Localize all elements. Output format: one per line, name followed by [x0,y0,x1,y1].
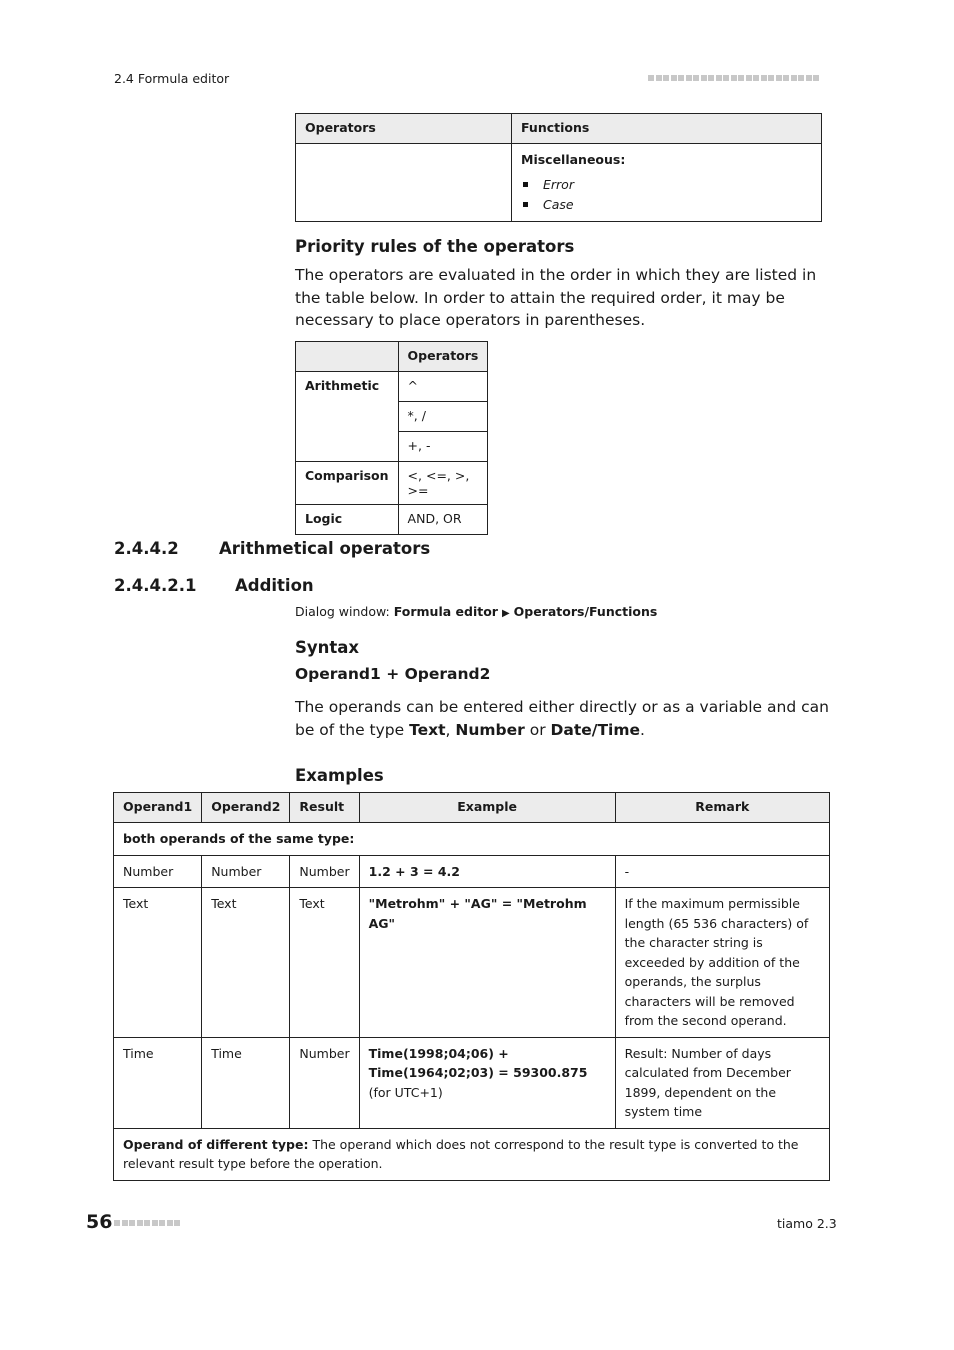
priority-title: Priority rules of the operators [295,237,575,256]
dialog-path: Dialog window: Formula editor ▶ Operators/Functions [295,604,658,619]
product-name: tiamo 2.3 [777,1216,837,1231]
page-number: 56 [86,1211,113,1233]
examples-table [113,792,830,1181]
priority-op: ^ [398,372,488,402]
operators-functions-table [295,113,822,222]
list-item: Case [521,195,812,215]
table-row: Number Number Number 1.2 + 3 = 4.2 - [114,855,830,888]
col-operators: Operators [296,114,512,144]
header-result: Result [290,793,359,823]
priority-group-comparison: Comparison [296,462,399,505]
arrow-right-icon: ▶ [501,608,510,619]
section-title: Arithmetical operators [219,539,431,558]
header-dots-decoration [648,75,819,81]
header-operand2: Operand2 [202,793,290,823]
function-list [521,175,812,215]
priority-table [295,341,488,535]
functions-cell [512,144,822,222]
syntax-title: Syntax [295,638,360,657]
list-item: Error [521,175,812,195]
priority-text: The operators are evaluated in the order in which they are listed in the table below. In order to attain the required order, it may be necessary to place operators in parentheses. [295,266,817,329]
priority-op: <, <=, >, >= [398,462,488,505]
priority-op: AND, OR [398,505,488,535]
priority-operators-header: Operators [398,342,488,372]
table-row: Time Time Number Time(1998;04;06) + Time(1964;02;03) = 59300.875 (for UTC+1) Result: Number of days calculated from December 1899, dependent on the system time [114,1037,830,1128]
different-type-row: Operand of different type: The operand which does not correspond to the result type is converted to the relevant result type before the operation. [114,1128,830,1180]
examples-title: Examples [295,766,384,785]
col-functions: Functions [512,114,822,144]
footer-dots-decoration [114,1220,180,1226]
header-example: Example [359,793,615,823]
header-remark: Remark [615,793,829,823]
priority-empty-header [296,342,399,372]
syntax-text: The operands can be entered either directly or as a variable and can be of the type Text, Number or Date/Time. [295,698,829,739]
priority-op: +, - [398,432,488,462]
section-number: 2.4.4.2 [114,539,179,558]
same-type-row: both operands of the same type: [114,823,830,856]
subsection-title: Addition [235,576,314,595]
syntax-formula: Operand1 + Operand2 [295,665,491,683]
priority-group-arithmetic: Arithmetic [296,372,399,462]
priority-group-logic: Logic [296,505,399,535]
subsection-number: 2.4.4.2.1 [114,576,197,595]
misc-title: Miscellaneous: [521,152,626,167]
header-operand1: Operand1 [114,793,202,823]
table-row: Text Text Text "Metrohm" + "AG" = "Metrohm AG" If the maximum permissible length (65 536 characters) of the character string is exceeded by addition of the operands, the surplus characters will be removed from the second operand. [114,888,830,1038]
priority-op: *, / [398,402,488,432]
operators-cell [296,144,512,222]
running-header: 2.4 Formula editor [114,71,230,86]
